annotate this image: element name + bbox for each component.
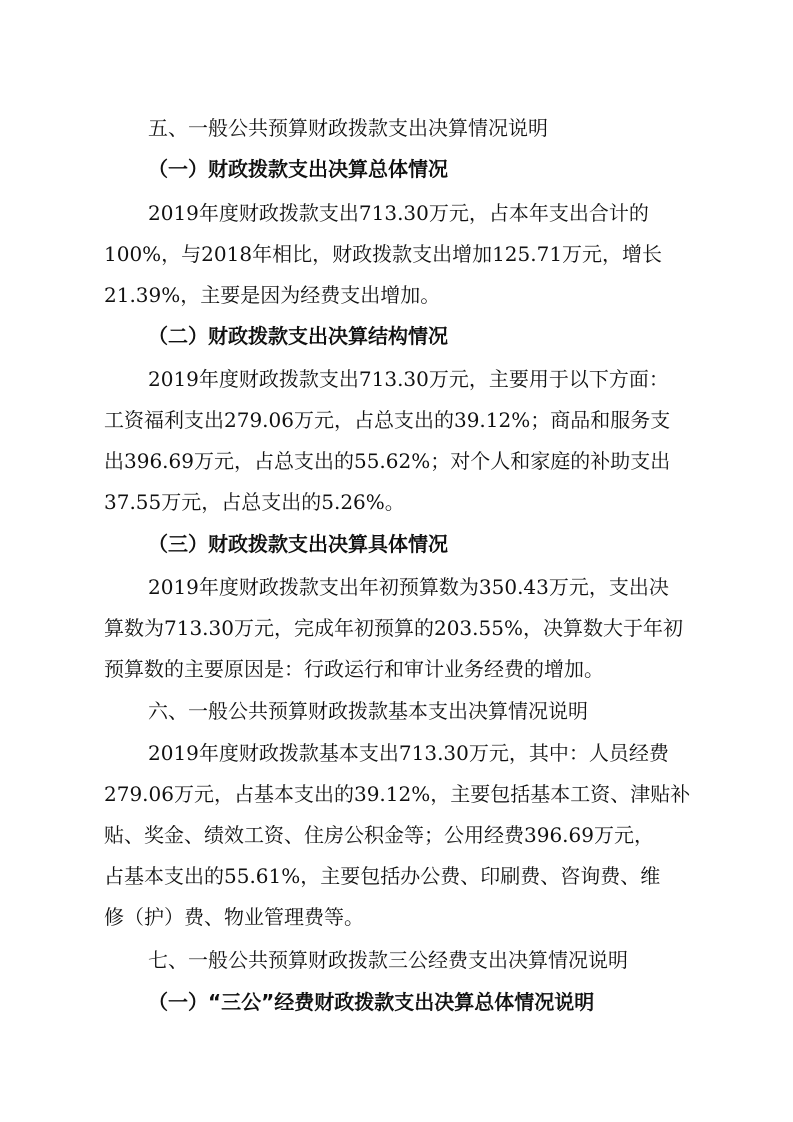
paragraph-line: 占基本支出的55.61%，主要包括办公费、印刷费、咨询费、维	[104, 864, 661, 888]
paragraph-line: 2019年度财政拨款支出713.30万元，主要用于以下方面：	[148, 367, 669, 391]
paragraph-line: 2019年度财政拨款基本支出713.30万元，其中：人员经费	[148, 741, 669, 765]
paragraph-line: 2019年度财政拨款支出713.30万元，占本年支出合计的	[148, 201, 649, 225]
paragraph-line: 279.06万元，占基本支出的39.12%，主要包括基本工资、津贴补	[104, 782, 691, 806]
paragraph-line: 出396.69万元，占总支出的55.62%；对个人和家庭的补助支出	[104, 449, 671, 473]
paragraph-line: 37.55万元，占总支出的5.26%。	[104, 490, 405, 514]
paragraph-line: 贴、奖金、绩效工资、住房公积金等；公用经费396.69万元，	[104, 823, 654, 847]
paragraph-line: 修（护）费、物业管理费等。	[104, 905, 364, 929]
subheading-5-2: （二）财政拨款支出决算结构情况	[148, 324, 448, 348]
subheading-5-3: （三）财政拨款支出决算具体情况	[148, 532, 448, 556]
paragraph-line: 21.39%，主要是因为经费支出增加。	[104, 283, 441, 307]
paragraph-line: 预算数的主要原因是：行政运行和审计业务经费的增加。	[104, 657, 604, 681]
paragraph-line: 100%，与2018年相比，财政拨款支出增加125.71万元，增长	[104, 242, 663, 266]
section-heading-5: 五、一般公共预算财政拨款支出决算情况说明	[148, 116, 548, 140]
subheading-5-1: （一）财政拨款支出决算总体情况	[148, 157, 448, 181]
paragraph-line: 工资福利支出279.06万元，占总支出的39.12%；商品和服务支	[104, 408, 671, 432]
section-heading-7: 七、一般公共预算财政拨款三公经费支出决算情况说明	[148, 948, 628, 972]
section-heading-6: 六、一般公共预算财政拨款基本支出决算情况说明	[148, 699, 588, 723]
paragraph-line: 2019年度财政拨款支出年初预算数为350.43万元，支出决	[148, 575, 669, 599]
subheading-7-1: （一）“三公”经费财政拨款支出决算总体情况说明	[148, 990, 595, 1014]
paragraph-line: 算数为713.30万元，完成年初预算的203.55%，决算数大于年初	[104, 616, 683, 640]
